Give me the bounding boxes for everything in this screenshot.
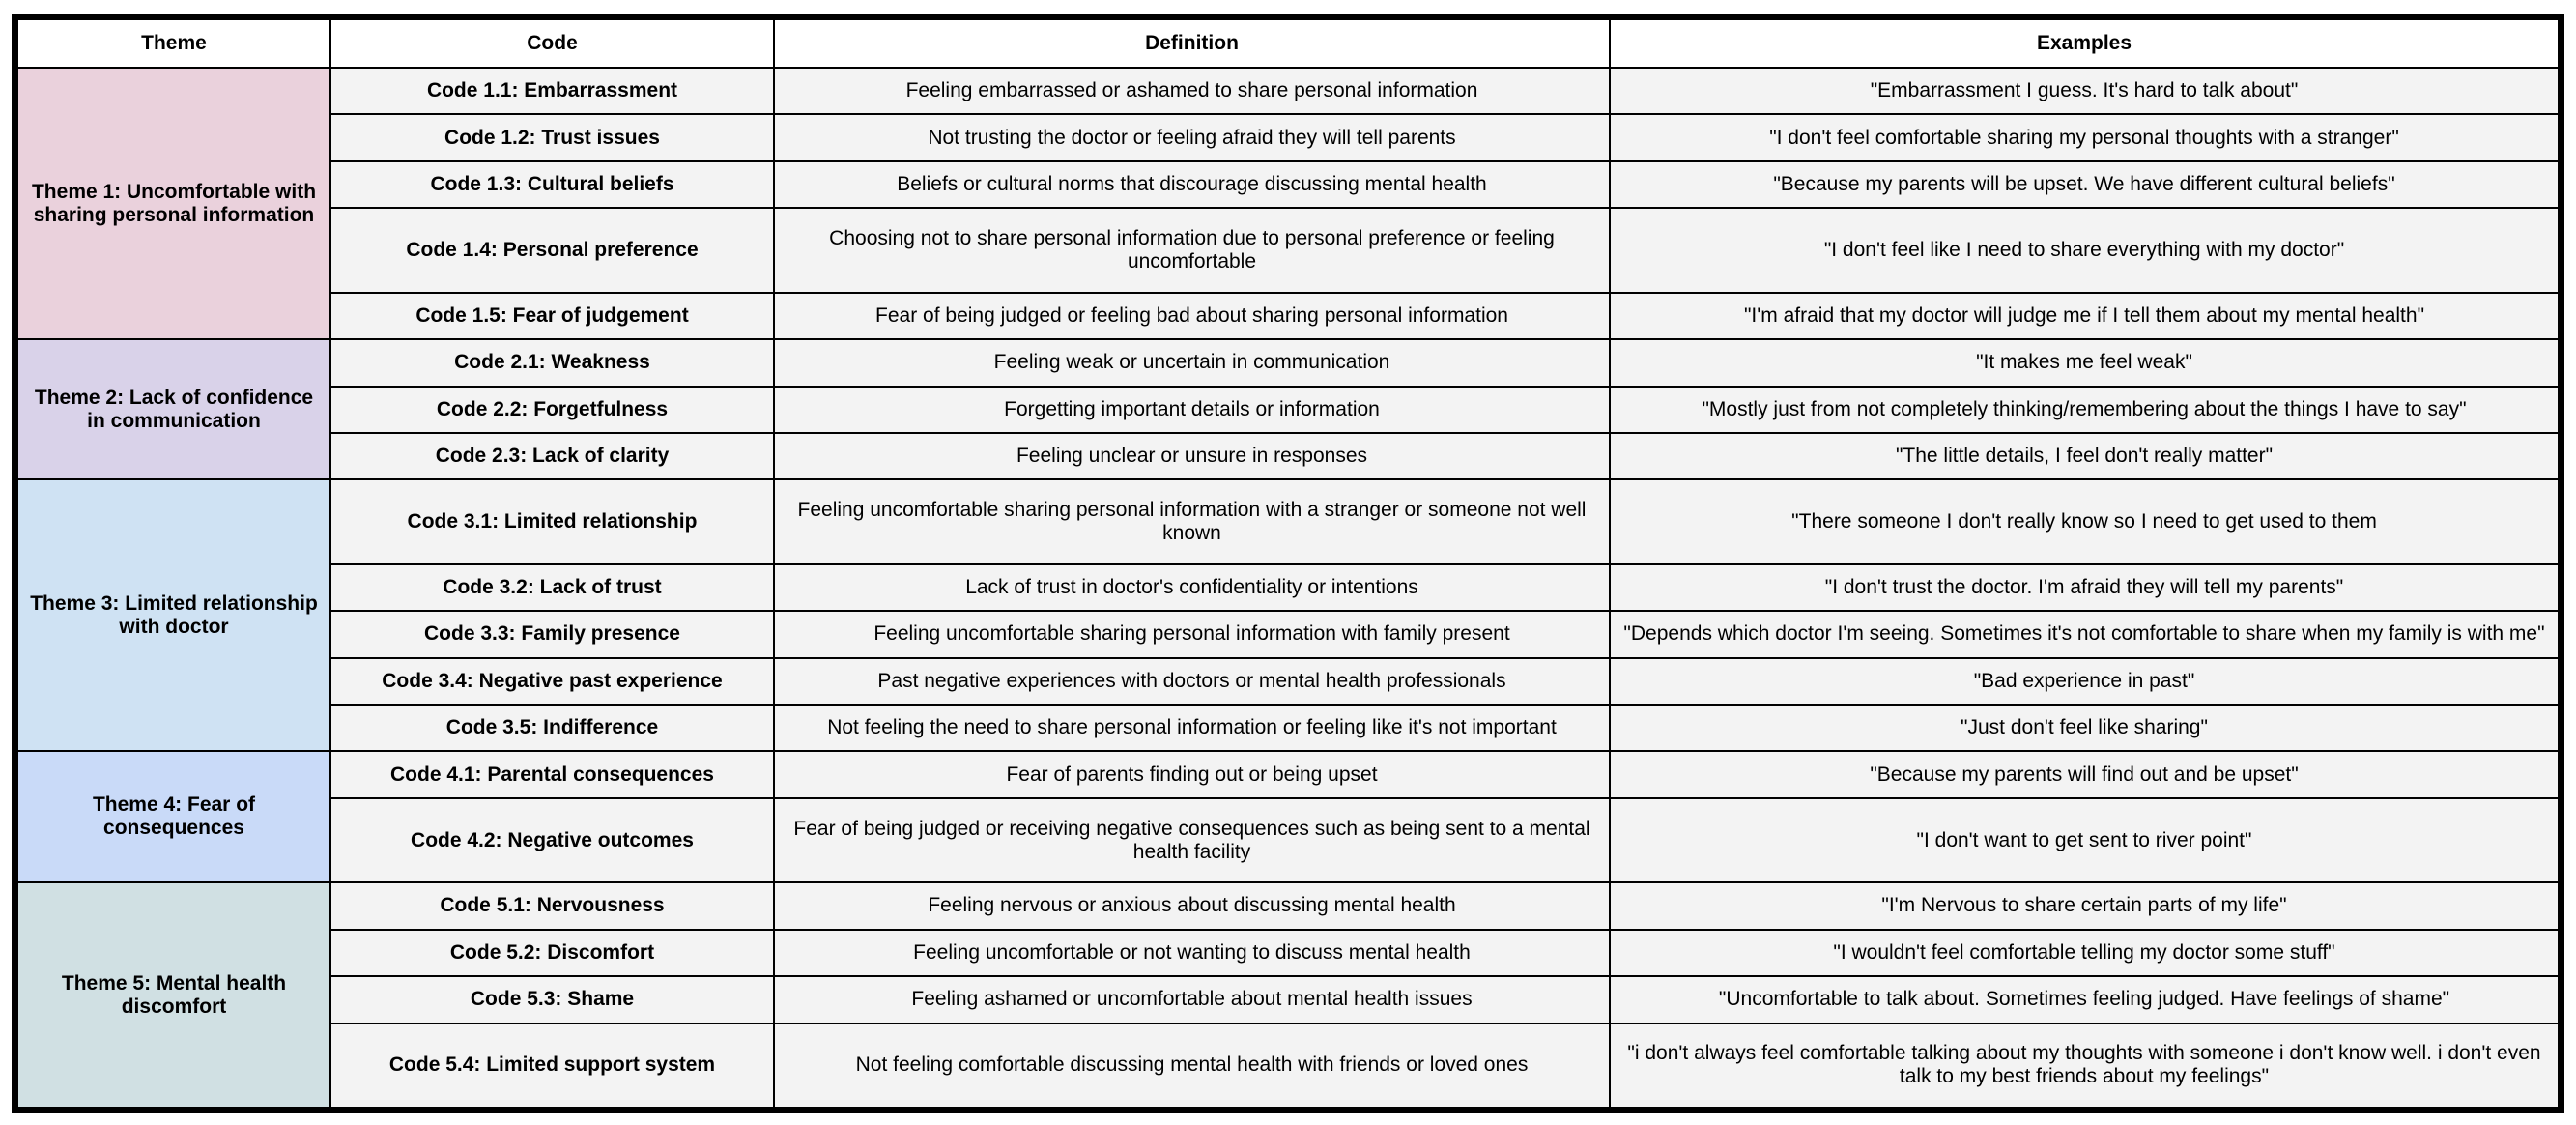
example-cell: "Mostly just from not completely thinking/remembering about the things I have to say" xyxy=(1610,387,2559,433)
example-cell: "It makes me feel weak" xyxy=(1610,339,2559,386)
header-theme: Theme xyxy=(17,19,330,68)
example-cell: "The little details, I feel don't really matter" xyxy=(1610,433,2559,479)
code-cell: Code 3.2: Lack of trust xyxy=(330,564,774,611)
code-cell: Code 3.1: Limited relationship xyxy=(330,479,774,563)
table-row xyxy=(17,208,2559,292)
table-row xyxy=(17,161,2559,208)
definition-cell: Feeling unclear or unsure in responses xyxy=(774,433,1610,479)
example-cell: "I'm Nervous to share certain parts of my life" xyxy=(1610,882,2559,929)
code-cell: Code 3.3: Family presence xyxy=(330,611,774,657)
table-row xyxy=(17,564,2559,611)
header-examples: Examples xyxy=(1610,19,2559,68)
code-cell: Code 1.2: Trust issues xyxy=(330,114,774,160)
table-body xyxy=(17,68,2559,1108)
table-row xyxy=(17,479,2559,563)
table-row xyxy=(17,930,2559,976)
table-row xyxy=(17,114,2559,160)
definition-cell: Feeling ashamed or uncomfortable about mental health issues xyxy=(774,976,1610,1023)
table-row xyxy=(17,293,2559,339)
code-cell: Code 4.1: Parental consequences xyxy=(330,751,774,797)
table-row xyxy=(17,1024,2559,1109)
example-cell: "Because my parents will find out and be upset" xyxy=(1610,751,2559,797)
definition-cell: Fear of parents finding out or being upset xyxy=(774,751,1610,797)
code-cell: Code 5.3: Shame xyxy=(330,976,774,1023)
table-row xyxy=(17,976,2559,1023)
code-cell: Code 1.5: Fear of judgement xyxy=(330,293,774,339)
definition-cell: Feeling uncomfortable or not wanting to discuss mental health xyxy=(774,930,1610,976)
header-definition: Definition xyxy=(774,19,1610,68)
definition-cell: Fear of being judged or receiving negative consequences such as being sent to a mental health facility xyxy=(774,798,1610,882)
theme-cell: Theme 2: Lack of confidence in communication xyxy=(17,339,330,479)
example-cell: "Bad experience in past" xyxy=(1610,658,2559,705)
definition-cell: Not feeling the need to share personal information or feeling like it's not important xyxy=(774,705,1610,751)
definition-cell: Feeling weak or uncertain in communication xyxy=(774,339,1610,386)
example-cell: "Depends which doctor I'm seeing. Sometimes it's not comfortable to share when my family is with me" xyxy=(1610,611,2559,657)
definition-cell: Fear of being judged or feeling bad about sharing personal information xyxy=(774,293,1610,339)
example-cell: "Because my parents will be upset. We have different cultural beliefs" xyxy=(1610,161,2559,208)
code-cell: Code 1.4: Personal preference xyxy=(330,208,774,292)
table-row xyxy=(17,339,2559,386)
code-cell: Code 1.1: Embarrassment xyxy=(330,68,774,114)
code-cell: Code 3.5: Indifference xyxy=(330,705,774,751)
table-row xyxy=(17,387,2559,433)
code-cell: Code 5.4: Limited support system xyxy=(330,1024,774,1109)
definition-cell: Feeling uncomfortable sharing personal information with family present xyxy=(774,611,1610,657)
code-cell: Code 3.4: Negative past experience xyxy=(330,658,774,705)
definition-cell: Feeling embarrassed or ashamed to share personal information xyxy=(774,68,1610,114)
table-row xyxy=(17,68,2559,114)
table-row xyxy=(17,611,2559,657)
example-cell: "Just don't feel like sharing" xyxy=(1610,705,2559,751)
definition-cell: Choosing not to share personal information due to personal preference or feeling uncomfortable xyxy=(774,208,1610,292)
definition-cell: Feeling nervous or anxious about discussing mental health xyxy=(774,882,1610,929)
code-cell: Code 2.2: Forgetfulness xyxy=(330,387,774,433)
table-row xyxy=(17,751,2559,797)
example-cell: "I wouldn't feel comfortable telling my doctor some stuff" xyxy=(1610,930,2559,976)
example-cell: "I don't want to get sent to river point" xyxy=(1610,798,2559,882)
code-cell: Code 2.1: Weakness xyxy=(330,339,774,386)
code-cell: Code 4.2: Negative outcomes xyxy=(330,798,774,882)
table-row xyxy=(17,882,2559,929)
definition-cell: Not feeling comfortable discussing mental health with friends or loved ones xyxy=(774,1024,1610,1109)
theme-cell: Theme 3: Limited relationship with doctor xyxy=(17,479,330,751)
definition-cell: Not trusting the doctor or feeling afraid they will tell parents xyxy=(774,114,1610,160)
code-cell: Code 5.1: Nervousness xyxy=(330,882,774,929)
example-cell: "i don't always feel comfortable talking about my thoughts with someone i don't know well. i don't even talk to my best friends about my feelings" xyxy=(1610,1024,2559,1109)
theme-cell: Theme 1: Uncomfortable with sharing personal information xyxy=(17,68,330,339)
definition-cell: Forgetting important details or information xyxy=(774,387,1610,433)
example-cell: "There someone I don't really know so I need to get used to them xyxy=(1610,479,2559,563)
table-row xyxy=(17,798,2559,882)
header-row xyxy=(17,19,2559,68)
table-row xyxy=(17,658,2559,705)
definition-cell: Feeling uncomfortable sharing personal information with a stranger or someone not well known xyxy=(774,479,1610,563)
theme-cell: Theme 4: Fear of consequences xyxy=(17,751,330,882)
example-cell: "I don't feel comfortable sharing my personal thoughts with a stranger" xyxy=(1610,114,2559,160)
table-row xyxy=(17,705,2559,751)
example-cell: "I don't feel like I need to share everything with my doctor" xyxy=(1610,208,2559,292)
codebook-table-frame xyxy=(12,14,2564,1113)
definition-cell: Lack of trust in doctor's confidentiality or intentions xyxy=(774,564,1610,611)
definition-cell: Beliefs or cultural norms that discourage discussing mental health xyxy=(774,161,1610,208)
code-cell: Code 2.3: Lack of clarity xyxy=(330,433,774,479)
code-cell: Code 1.3: Cultural beliefs xyxy=(330,161,774,208)
definition-cell: Past negative experiences with doctors or mental health professionals xyxy=(774,658,1610,705)
codebook-table xyxy=(16,18,2560,1109)
example-cell: "I'm afraid that my doctor will judge me if I tell them about my mental health" xyxy=(1610,293,2559,339)
example-cell: "Uncomfortable to talk about. Sometimes feeling judged. Have feelings of shame" xyxy=(1610,976,2559,1023)
example-cell: "I don't trust the doctor. I'm afraid they will tell my parents" xyxy=(1610,564,2559,611)
table-row xyxy=(17,433,2559,479)
code-cell: Code 5.2: Discomfort xyxy=(330,930,774,976)
theme-cell: Theme 5: Mental health discomfort xyxy=(17,882,330,1108)
example-cell: "Embarrassment I guess. It's hard to talk about" xyxy=(1610,68,2559,114)
header-code: Code xyxy=(330,19,774,68)
